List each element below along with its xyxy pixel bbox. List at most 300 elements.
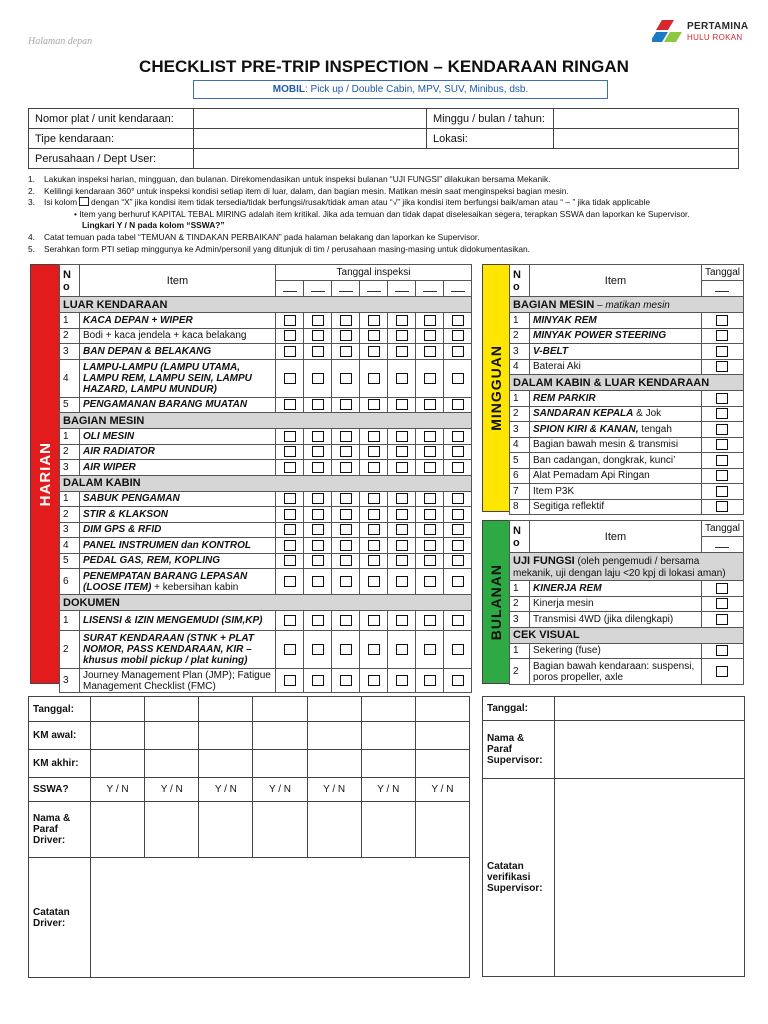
inspection-checkbox-cell[interactable] bbox=[304, 444, 332, 460]
checkbox[interactable] bbox=[368, 615, 380, 626]
inspection-checkbox-cell[interactable] bbox=[701, 643, 743, 659]
checkbox[interactable] bbox=[312, 493, 324, 504]
checkbox[interactable] bbox=[368, 399, 380, 410]
checkbox[interactable] bbox=[716, 486, 728, 497]
checkbox[interactable] bbox=[452, 373, 464, 384]
checkbox[interactable] bbox=[716, 470, 728, 481]
checkbox[interactable] bbox=[396, 373, 408, 384]
inspection-checkbox-cell[interactable] bbox=[444, 444, 472, 460]
inspection-checkbox-cell[interactable] bbox=[304, 429, 332, 445]
inspection-checkbox-cell[interactable] bbox=[304, 313, 332, 329]
cell-paraf[interactable] bbox=[91, 802, 145, 858]
inspection-checkbox-cell[interactable] bbox=[304, 522, 332, 538]
checkbox[interactable] bbox=[424, 615, 436, 626]
cell-paraf[interactable] bbox=[145, 802, 199, 858]
checkbox[interactable] bbox=[312, 315, 324, 326]
inspection-checkbox-cell[interactable] bbox=[416, 569, 444, 595]
inspection-checkbox-cell[interactable] bbox=[416, 669, 444, 693]
inspection-checkbox-cell[interactable] bbox=[332, 328, 360, 344]
checkbox[interactable] bbox=[452, 446, 464, 457]
checkbox[interactable] bbox=[368, 373, 380, 384]
inspection-checkbox-cell[interactable] bbox=[416, 491, 444, 507]
checkbox[interactable] bbox=[396, 446, 408, 457]
checkbox[interactable] bbox=[396, 330, 408, 341]
inspection-checkbox-cell[interactable] bbox=[701, 612, 743, 628]
sswa-yn[interactable]: Y / N bbox=[307, 778, 361, 802]
inspection-checkbox-cell[interactable] bbox=[701, 406, 743, 422]
date-slot[interactable] bbox=[304, 281, 332, 297]
inspection-checkbox-cell[interactable] bbox=[701, 581, 743, 597]
inspection-checkbox-cell[interactable] bbox=[332, 507, 360, 523]
cell-km-akhir[interactable] bbox=[199, 750, 253, 778]
cell-paraf[interactable] bbox=[415, 802, 469, 858]
checkbox[interactable] bbox=[312, 644, 324, 655]
checkbox[interactable] bbox=[340, 540, 352, 551]
checkbox[interactable] bbox=[284, 399, 296, 410]
checkbox[interactable] bbox=[340, 555, 352, 566]
inspection-checkbox-cell[interactable] bbox=[304, 344, 332, 360]
checkbox[interactable] bbox=[716, 645, 728, 656]
inspection-checkbox-cell[interactable] bbox=[332, 429, 360, 445]
checkbox[interactable] bbox=[312, 509, 324, 520]
checkbox[interactable] bbox=[716, 614, 728, 625]
checkbox[interactable] bbox=[284, 315, 296, 326]
checkbox[interactable] bbox=[716, 408, 728, 419]
checkbox[interactable] bbox=[312, 555, 324, 566]
inspection-checkbox-cell[interactable] bbox=[388, 397, 416, 413]
inspection-checkbox-cell[interactable] bbox=[276, 491, 304, 507]
checkbox[interactable] bbox=[452, 644, 464, 655]
checkbox[interactable] bbox=[312, 346, 324, 357]
inspection-checkbox-cell[interactable] bbox=[332, 460, 360, 476]
checkbox[interactable] bbox=[424, 555, 436, 566]
cell-paraf[interactable] bbox=[307, 802, 361, 858]
checkbox[interactable] bbox=[368, 540, 380, 551]
cell-km-awal[interactable] bbox=[253, 722, 307, 750]
checkbox[interactable] bbox=[368, 509, 380, 520]
checkbox[interactable] bbox=[452, 330, 464, 341]
inspection-checkbox-cell[interactable] bbox=[360, 569, 388, 595]
sswa-yn[interactable]: Y / N bbox=[199, 778, 253, 802]
inspection-checkbox-cell[interactable] bbox=[444, 507, 472, 523]
inspection-checkbox-cell[interactable] bbox=[416, 328, 444, 344]
inspection-checkbox-cell[interactable] bbox=[388, 522, 416, 538]
date-slot[interactable] bbox=[360, 281, 388, 297]
inspection-checkbox-cell[interactable] bbox=[360, 491, 388, 507]
checkbox[interactable] bbox=[452, 315, 464, 326]
checkbox[interactable] bbox=[312, 330, 324, 341]
inspection-checkbox-cell[interactable] bbox=[388, 460, 416, 476]
checkbox[interactable] bbox=[716, 598, 728, 609]
checkbox[interactable] bbox=[424, 540, 436, 551]
inspection-checkbox-cell[interactable] bbox=[416, 359, 444, 397]
inspection-checkbox-cell[interactable] bbox=[388, 328, 416, 344]
checkbox[interactable] bbox=[424, 346, 436, 357]
inspection-checkbox-cell[interactable] bbox=[276, 460, 304, 476]
date-slot[interactable] bbox=[388, 281, 416, 297]
checkbox[interactable] bbox=[340, 315, 352, 326]
inspection-checkbox-cell[interactable] bbox=[276, 611, 304, 631]
checkbox[interactable] bbox=[396, 493, 408, 504]
checkbox[interactable] bbox=[312, 446, 324, 457]
checkbox[interactable] bbox=[452, 555, 464, 566]
checkbox[interactable] bbox=[716, 439, 728, 450]
inspection-checkbox-cell[interactable] bbox=[360, 460, 388, 476]
checkbox[interactable] bbox=[424, 509, 436, 520]
checkbox[interactable] bbox=[284, 493, 296, 504]
inspection-checkbox-cell[interactable] bbox=[360, 397, 388, 413]
inspection-checkbox-cell[interactable] bbox=[332, 397, 360, 413]
checkbox[interactable] bbox=[368, 675, 380, 686]
inspection-checkbox-cell[interactable] bbox=[416, 344, 444, 360]
checkbox[interactable] bbox=[396, 315, 408, 326]
checkbox[interactable] bbox=[368, 576, 380, 587]
inspection-checkbox-cell[interactable] bbox=[416, 507, 444, 523]
checkbox[interactable] bbox=[312, 540, 324, 551]
cell-catatan-sup[interactable] bbox=[555, 779, 745, 977]
sswa-yn[interactable]: Y / N bbox=[415, 778, 469, 802]
inspection-checkbox-cell[interactable] bbox=[276, 507, 304, 523]
checkbox[interactable] bbox=[452, 509, 464, 520]
inspection-checkbox-cell[interactable] bbox=[701, 313, 743, 329]
input-minggu[interactable] bbox=[554, 109, 739, 129]
inspection-checkbox-cell[interactable] bbox=[332, 611, 360, 631]
inspection-checkbox-cell[interactable] bbox=[388, 553, 416, 569]
inspection-checkbox-cell[interactable] bbox=[388, 569, 416, 595]
sswa-yn[interactable]: Y / N bbox=[91, 778, 145, 802]
checkbox[interactable] bbox=[312, 431, 324, 442]
inspection-checkbox-cell[interactable] bbox=[701, 484, 743, 500]
cell-km-awal[interactable] bbox=[91, 722, 145, 750]
cell-km-akhir[interactable] bbox=[253, 750, 307, 778]
checkbox[interactable] bbox=[716, 666, 728, 677]
checkbox[interactable] bbox=[312, 675, 324, 686]
cell-km-awal[interactable] bbox=[307, 722, 361, 750]
checkbox[interactable] bbox=[716, 330, 728, 341]
inspection-checkbox-cell[interactable] bbox=[416, 397, 444, 413]
checkbox[interactable] bbox=[368, 315, 380, 326]
checkbox[interactable] bbox=[284, 330, 296, 341]
cell-km-awal[interactable] bbox=[145, 722, 199, 750]
checkbox[interactable] bbox=[424, 576, 436, 587]
inspection-checkbox-cell[interactable] bbox=[444, 397, 472, 413]
checkbox[interactable] bbox=[424, 462, 436, 473]
cell-tanggal[interactable] bbox=[415, 697, 469, 722]
checkbox[interactable] bbox=[368, 330, 380, 341]
inspection-checkbox-cell[interactable] bbox=[701, 596, 743, 612]
inspection-checkbox-cell[interactable] bbox=[332, 569, 360, 595]
inspection-checkbox-cell[interactable] bbox=[332, 553, 360, 569]
inspection-checkbox-cell[interactable] bbox=[276, 328, 304, 344]
inspection-checkbox-cell[interactable] bbox=[701, 391, 743, 407]
inspection-checkbox-cell[interactable] bbox=[701, 344, 743, 360]
checkbox[interactable] bbox=[368, 431, 380, 442]
checkbox[interactable] bbox=[312, 576, 324, 587]
cell-tanggal[interactable] bbox=[91, 697, 145, 722]
checkbox[interactable] bbox=[424, 446, 436, 457]
checkbox[interactable] bbox=[340, 509, 352, 520]
checkbox[interactable] bbox=[284, 446, 296, 457]
checkbox[interactable] bbox=[368, 644, 380, 655]
checkbox[interactable] bbox=[452, 462, 464, 473]
inspection-checkbox-cell[interactable] bbox=[276, 444, 304, 460]
inspection-checkbox-cell[interactable] bbox=[304, 669, 332, 693]
checkbox[interactable] bbox=[396, 462, 408, 473]
inspection-checkbox-cell[interactable] bbox=[276, 569, 304, 595]
inspection-checkbox-cell[interactable] bbox=[444, 313, 472, 329]
checkbox[interactable] bbox=[284, 615, 296, 626]
inspection-checkbox-cell[interactable] bbox=[444, 611, 472, 631]
inspection-checkbox-cell[interactable] bbox=[416, 522, 444, 538]
inspection-checkbox-cell[interactable] bbox=[332, 313, 360, 329]
cell-km-akhir[interactable] bbox=[361, 750, 415, 778]
checkbox[interactable] bbox=[424, 330, 436, 341]
checkbox[interactable] bbox=[368, 346, 380, 357]
inspection-checkbox-cell[interactable] bbox=[332, 522, 360, 538]
checkbox[interactable] bbox=[424, 675, 436, 686]
inspection-checkbox-cell[interactable] bbox=[388, 429, 416, 445]
inspection-checkbox-cell[interactable] bbox=[276, 397, 304, 413]
checkbox[interactable] bbox=[452, 399, 464, 410]
inspection-checkbox-cell[interactable] bbox=[304, 328, 332, 344]
inspection-checkbox-cell[interactable] bbox=[444, 344, 472, 360]
checkbox[interactable] bbox=[424, 431, 436, 442]
cell-tanggal[interactable] bbox=[145, 697, 199, 722]
inspection-checkbox-cell[interactable] bbox=[276, 538, 304, 554]
inspection-checkbox-cell[interactable] bbox=[332, 669, 360, 693]
inspection-checkbox-cell[interactable] bbox=[701, 453, 743, 469]
inspection-checkbox-cell[interactable] bbox=[304, 631, 332, 669]
cell-tanggal-sup[interactable] bbox=[555, 697, 745, 721]
inspection-checkbox-cell[interactable] bbox=[332, 359, 360, 397]
cell-paraf[interactable] bbox=[199, 802, 253, 858]
checkbox[interactable] bbox=[340, 462, 352, 473]
checkbox[interactable] bbox=[396, 399, 408, 410]
inspection-checkbox-cell[interactable] bbox=[304, 553, 332, 569]
inspection-checkbox-cell[interactable] bbox=[416, 460, 444, 476]
checkbox[interactable] bbox=[368, 524, 380, 535]
inspection-checkbox-cell[interactable] bbox=[444, 553, 472, 569]
cell-km-akhir[interactable] bbox=[307, 750, 361, 778]
checkbox[interactable] bbox=[452, 431, 464, 442]
inspection-checkbox-cell[interactable] bbox=[332, 538, 360, 554]
cell-km-akhir[interactable] bbox=[145, 750, 199, 778]
inspection-checkbox-cell[interactable] bbox=[444, 328, 472, 344]
inspection-checkbox-cell[interactable] bbox=[444, 569, 472, 595]
checkbox[interactable] bbox=[452, 493, 464, 504]
inspection-checkbox-cell[interactable] bbox=[360, 553, 388, 569]
inspection-checkbox-cell[interactable] bbox=[444, 359, 472, 397]
checkbox[interactable] bbox=[284, 540, 296, 551]
checkbox[interactable] bbox=[424, 399, 436, 410]
inspection-checkbox-cell[interactable] bbox=[276, 669, 304, 693]
inspection-checkbox-cell[interactable] bbox=[416, 611, 444, 631]
checkbox[interactable] bbox=[396, 509, 408, 520]
checkbox[interactable] bbox=[396, 644, 408, 655]
date-slot[interactable] bbox=[332, 281, 360, 297]
date-slot[interactable] bbox=[701, 281, 743, 297]
checkbox[interactable] bbox=[424, 524, 436, 535]
cell-paraf-sup[interactable] bbox=[555, 721, 745, 779]
inspection-checkbox-cell[interactable] bbox=[360, 669, 388, 693]
inspection-checkbox-cell[interactable] bbox=[444, 538, 472, 554]
checkbox[interactable] bbox=[340, 431, 352, 442]
date-slot[interactable] bbox=[444, 281, 472, 297]
inspection-checkbox-cell[interactable] bbox=[276, 631, 304, 669]
inspection-checkbox-cell[interactable] bbox=[276, 344, 304, 360]
inspection-checkbox-cell[interactable] bbox=[360, 631, 388, 669]
inspection-checkbox-cell[interactable] bbox=[701, 659, 743, 685]
sswa-yn[interactable]: Y / N bbox=[361, 778, 415, 802]
checkbox[interactable] bbox=[452, 576, 464, 587]
checkbox[interactable] bbox=[396, 346, 408, 357]
input-nomor-plat[interactable] bbox=[194, 109, 427, 129]
cell-km-awal[interactable] bbox=[361, 722, 415, 750]
inspection-checkbox-cell[interactable] bbox=[701, 468, 743, 484]
checkbox[interactable] bbox=[424, 493, 436, 504]
sswa-yn[interactable]: Y / N bbox=[145, 778, 199, 802]
checkbox[interactable] bbox=[424, 315, 436, 326]
inspection-checkbox-cell[interactable] bbox=[388, 631, 416, 669]
inspection-checkbox-cell[interactable] bbox=[360, 429, 388, 445]
checkbox[interactable] bbox=[340, 644, 352, 655]
inspection-checkbox-cell[interactable] bbox=[388, 538, 416, 554]
cell-tanggal[interactable] bbox=[307, 697, 361, 722]
inspection-checkbox-cell[interactable] bbox=[701, 328, 743, 344]
inspection-checkbox-cell[interactable] bbox=[304, 359, 332, 397]
inspection-checkbox-cell[interactable] bbox=[304, 507, 332, 523]
checkbox[interactable] bbox=[284, 644, 296, 655]
inspection-checkbox-cell[interactable] bbox=[701, 499, 743, 515]
inspection-checkbox-cell[interactable] bbox=[416, 553, 444, 569]
checkbox[interactable] bbox=[340, 576, 352, 587]
checkbox[interactable] bbox=[716, 361, 728, 372]
cell-km-awal[interactable] bbox=[415, 722, 469, 750]
checkbox[interactable] bbox=[452, 346, 464, 357]
checkbox[interactable] bbox=[284, 462, 296, 473]
inspection-checkbox-cell[interactable] bbox=[388, 313, 416, 329]
cell-paraf[interactable] bbox=[361, 802, 415, 858]
checkbox[interactable] bbox=[284, 346, 296, 357]
checkbox[interactable] bbox=[284, 675, 296, 686]
inspection-checkbox-cell[interactable] bbox=[388, 444, 416, 460]
inspection-checkbox-cell[interactable] bbox=[360, 507, 388, 523]
inspection-checkbox-cell[interactable] bbox=[444, 631, 472, 669]
checkbox[interactable] bbox=[312, 615, 324, 626]
inspection-checkbox-cell[interactable] bbox=[304, 460, 332, 476]
checkbox[interactable] bbox=[340, 675, 352, 686]
inspection-checkbox-cell[interactable] bbox=[304, 569, 332, 595]
inspection-checkbox-cell[interactable] bbox=[388, 359, 416, 397]
checkbox[interactable] bbox=[312, 524, 324, 535]
checkbox[interactable] bbox=[340, 330, 352, 341]
inspection-checkbox-cell[interactable] bbox=[304, 538, 332, 554]
checkbox[interactable] bbox=[396, 675, 408, 686]
inspection-checkbox-cell[interactable] bbox=[388, 491, 416, 507]
checkbox[interactable] bbox=[716, 315, 728, 326]
input-lokasi[interactable] bbox=[554, 129, 739, 149]
checkbox[interactable] bbox=[716, 583, 728, 594]
cell-tanggal[interactable] bbox=[361, 697, 415, 722]
checkbox[interactable] bbox=[284, 576, 296, 587]
inspection-checkbox-cell[interactable] bbox=[276, 359, 304, 397]
inspection-checkbox-cell[interactable] bbox=[701, 437, 743, 453]
checkbox[interactable] bbox=[452, 540, 464, 551]
checkbox[interactable] bbox=[424, 373, 436, 384]
checkbox[interactable] bbox=[396, 576, 408, 587]
checkbox[interactable] bbox=[716, 393, 728, 404]
inspection-checkbox-cell[interactable] bbox=[701, 359, 743, 375]
checkbox[interactable] bbox=[396, 431, 408, 442]
inspection-checkbox-cell[interactable] bbox=[444, 429, 472, 445]
inspection-checkbox-cell[interactable] bbox=[360, 611, 388, 631]
inspection-checkbox-cell[interactable] bbox=[416, 429, 444, 445]
inspection-checkbox-cell[interactable] bbox=[388, 611, 416, 631]
checkbox[interactable] bbox=[312, 373, 324, 384]
inspection-checkbox-cell[interactable] bbox=[276, 429, 304, 445]
checkbox[interactable] bbox=[312, 462, 324, 473]
checkbox[interactable] bbox=[396, 524, 408, 535]
checkbox[interactable] bbox=[340, 524, 352, 535]
inspection-checkbox-cell[interactable] bbox=[360, 328, 388, 344]
checkbox[interactable] bbox=[284, 555, 296, 566]
inspection-checkbox-cell[interactable] bbox=[332, 444, 360, 460]
inspection-checkbox-cell[interactable] bbox=[444, 491, 472, 507]
inspection-checkbox-cell[interactable] bbox=[444, 669, 472, 693]
inspection-checkbox-cell[interactable] bbox=[388, 344, 416, 360]
cell-tanggal[interactable] bbox=[199, 697, 253, 722]
checkbox[interactable] bbox=[368, 555, 380, 566]
checkbox[interactable] bbox=[716, 346, 728, 357]
checkbox[interactable] bbox=[340, 346, 352, 357]
date-slot[interactable] bbox=[276, 281, 304, 297]
checkbox[interactable] bbox=[716, 424, 728, 435]
checkbox[interactable] bbox=[368, 462, 380, 473]
cell-tanggal[interactable] bbox=[253, 697, 307, 722]
checkbox[interactable] bbox=[368, 493, 380, 504]
inspection-checkbox-cell[interactable] bbox=[360, 444, 388, 460]
inspection-checkbox-cell[interactable] bbox=[360, 522, 388, 538]
checkbox[interactable] bbox=[716, 455, 728, 466]
inspection-checkbox-cell[interactable] bbox=[332, 491, 360, 507]
cell-paraf[interactable] bbox=[253, 802, 307, 858]
checkbox[interactable] bbox=[284, 509, 296, 520]
cell-km-awal[interactable] bbox=[199, 722, 253, 750]
inspection-checkbox-cell[interactable] bbox=[416, 538, 444, 554]
checkbox[interactable] bbox=[396, 540, 408, 551]
inspection-checkbox-cell[interactable] bbox=[444, 460, 472, 476]
inspection-checkbox-cell[interactable] bbox=[276, 553, 304, 569]
checkbox[interactable] bbox=[368, 446, 380, 457]
inspection-checkbox-cell[interactable] bbox=[444, 522, 472, 538]
inspection-checkbox-cell[interactable] bbox=[416, 631, 444, 669]
checkbox[interactable] bbox=[452, 675, 464, 686]
checkbox[interactable] bbox=[284, 524, 296, 535]
inspection-checkbox-cell[interactable] bbox=[276, 313, 304, 329]
checkbox[interactable] bbox=[340, 615, 352, 626]
inspection-checkbox-cell[interactable] bbox=[388, 507, 416, 523]
inspection-checkbox-cell[interactable] bbox=[360, 313, 388, 329]
checkbox[interactable] bbox=[340, 493, 352, 504]
inspection-checkbox-cell[interactable] bbox=[332, 344, 360, 360]
inspection-checkbox-cell[interactable] bbox=[304, 491, 332, 507]
checkbox[interactable] bbox=[312, 399, 324, 410]
input-perusahaan[interactable] bbox=[194, 149, 739, 169]
checkbox[interactable] bbox=[284, 373, 296, 384]
checkbox[interactable] bbox=[716, 501, 728, 512]
inspection-checkbox-cell[interactable] bbox=[332, 631, 360, 669]
inspection-checkbox-cell[interactable] bbox=[304, 397, 332, 413]
